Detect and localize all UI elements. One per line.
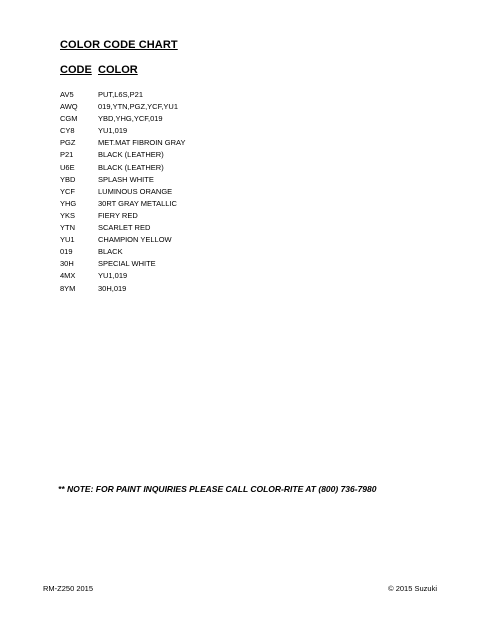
color-cell: SPLASH WHITE xyxy=(98,174,154,184)
code-cell: YU1 xyxy=(60,235,75,245)
color-cell: MET.MAT FIBROIN GRAY xyxy=(98,138,186,148)
color-cell: 019,YTN,PGZ,YCF,YU1 xyxy=(98,102,179,112)
paint-inquiry-note: ** NOTE: FOR PAINT INQUIRIES PLEASE CALL COLOR-RITE AT (800) 736-7980 xyxy=(58,484,377,494)
code-cell: 8YM xyxy=(60,283,76,293)
table-row xyxy=(60,113,360,125)
code-cell: 30H xyxy=(60,259,74,269)
table-row xyxy=(60,258,360,270)
table-row xyxy=(60,234,360,246)
code-cell: YHG xyxy=(60,198,77,208)
code-cell: P21 xyxy=(60,150,74,160)
code-cell: YCF xyxy=(60,186,75,196)
table-row xyxy=(60,125,360,137)
code-cell: 4MX xyxy=(60,271,76,281)
color-cell: CHAMPION YELLOW xyxy=(98,235,172,245)
table-row xyxy=(60,198,360,210)
code-cell: YTN xyxy=(60,223,75,233)
footer-model-year: RM-Z250 2015 xyxy=(43,584,94,593)
code-cell: CGM xyxy=(60,114,78,124)
code-cell: AWQ xyxy=(60,102,78,112)
color-cell: 30RT GRAY METALLIC xyxy=(98,198,177,208)
footer-copyright: © 2015 Suzuki xyxy=(388,584,437,593)
table-row xyxy=(60,89,360,101)
color-code-list xyxy=(60,89,360,295)
color-cell: BLACK (LEATHER) xyxy=(98,162,164,172)
color-cell: YU1,019 xyxy=(98,126,128,136)
column-header-code: CODE xyxy=(60,64,92,76)
color-cell: BLACK xyxy=(98,247,123,257)
table-row xyxy=(60,149,360,161)
table-row xyxy=(60,222,360,234)
table-row xyxy=(60,162,360,174)
code-cell: YKS xyxy=(60,210,76,220)
color-cell: FIERY RED xyxy=(98,210,138,220)
column-header-color: COLOR xyxy=(98,64,138,76)
table-row xyxy=(60,186,360,198)
color-cell: LUMINOUS ORANGE xyxy=(98,186,173,196)
code-cell: U6E xyxy=(60,162,75,172)
code-cell: AV5 xyxy=(60,90,74,99)
table-row xyxy=(60,210,360,222)
page-title: COLOR CODE CHART xyxy=(60,39,178,51)
color-cell: YU1,019 xyxy=(98,271,128,281)
table-row xyxy=(60,283,360,295)
code-cell: CY8 xyxy=(60,126,75,136)
table-row xyxy=(60,101,360,113)
code-cell: PGZ xyxy=(60,138,76,148)
color-cell: YBD,YHG,YCF,019 xyxy=(98,114,163,124)
table-row xyxy=(60,174,360,186)
color-cell: PUT,L6S,P21 xyxy=(98,90,144,99)
color-cell: SPECIAL WHITE xyxy=(98,259,156,269)
color-cell: BLACK (LEATHER) xyxy=(98,150,164,160)
table-row xyxy=(60,270,360,282)
table-row xyxy=(60,246,360,258)
code-cell: 019 xyxy=(60,247,73,257)
color-cell: 30H,019 xyxy=(98,283,127,293)
table-row xyxy=(60,137,360,149)
code-cell: YBD xyxy=(60,174,76,184)
color-cell: SCARLET RED xyxy=(98,223,151,233)
